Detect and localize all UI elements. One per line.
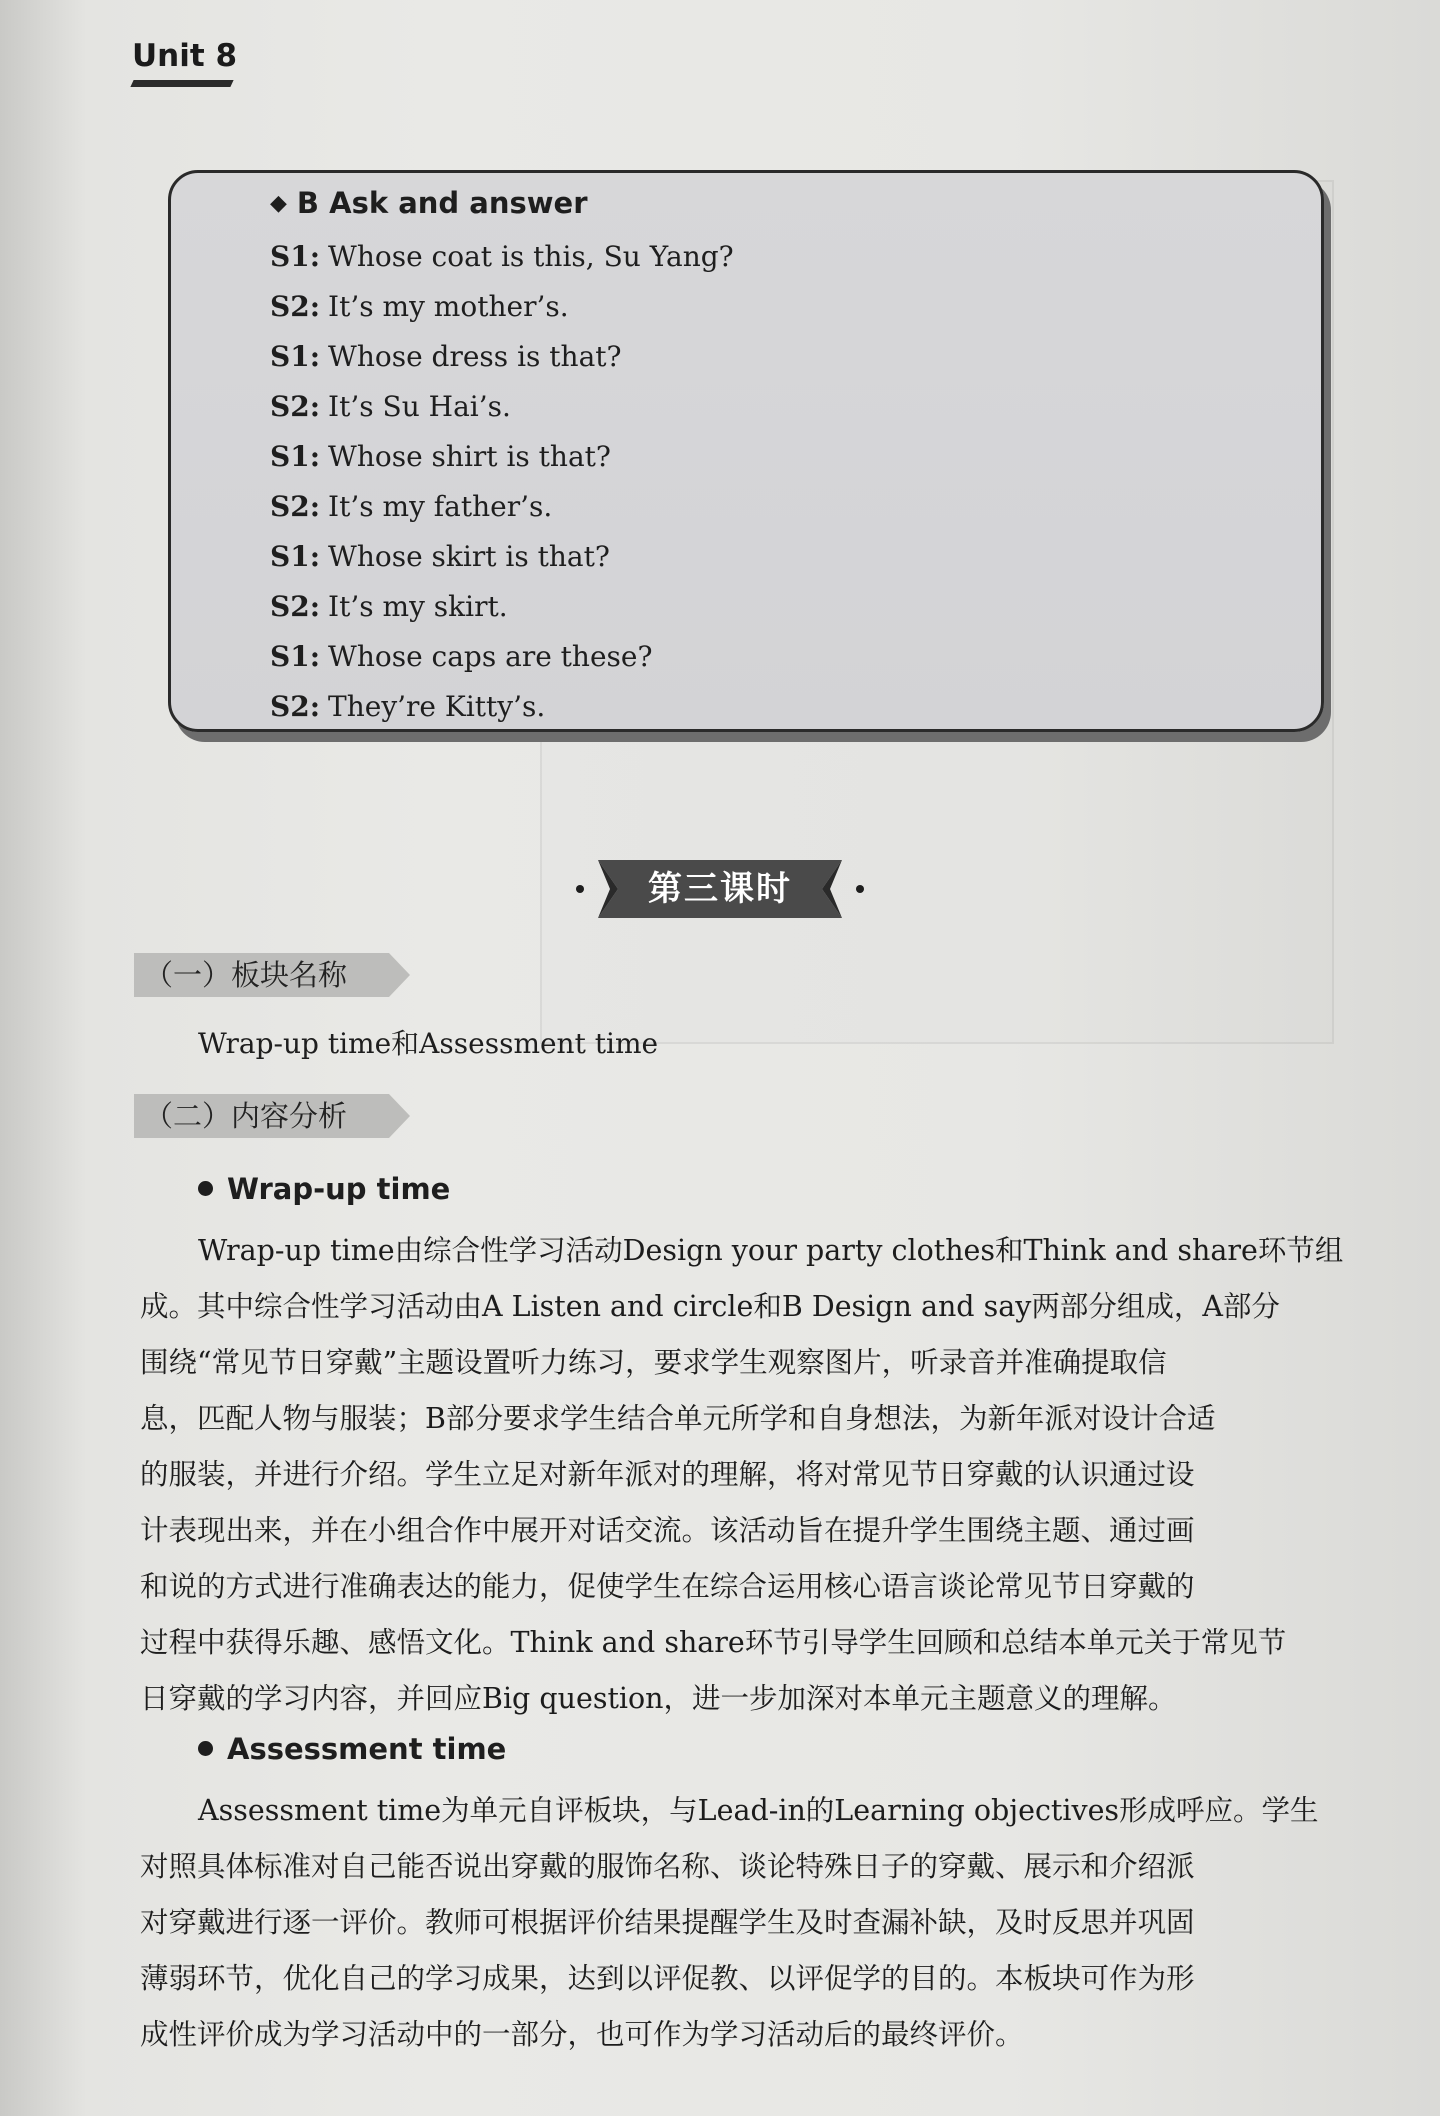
dialogue-line <box>270 282 734 332</box>
paragraph-line: 围绕“常见节日穿戴”主题设置听力练习，要求学生观察图片，听录音并准确提取信 <box>140 1346 1167 1379</box>
speaker-label: S2: <box>270 290 321 323</box>
dialogue-text: It’s my father’s. <box>328 490 553 523</box>
dialogue-text: Whose coat is this, Su Yang? <box>328 240 734 273</box>
paragraph-line: 过程中获得乐趣、感悟文化。Think and share环节引导学生回顾和总结本单元关于常见节 <box>140 1626 1287 1659</box>
speaker-label: S2: <box>270 690 321 723</box>
dialogue-line <box>270 382 734 432</box>
speaker-label: S1: <box>270 540 321 573</box>
dialogue-heading-text: B Ask and answer <box>296 186 588 220</box>
dialogue-line <box>270 332 734 382</box>
speaker-label: S1: <box>270 640 321 673</box>
assessment-heading <box>198 1732 506 1766</box>
lesson-banner <box>570 858 870 920</box>
dialogue-text: Whose skirt is that? <box>328 540 610 573</box>
paragraph-line: Assessment time为单元自评板块，与Lead-in的Learning objectives形成呼应。学生 <box>198 1794 1319 1827</box>
paragraph-line: 计表现出来，并在小组合作中展开对话交流。该活动旨在提升学生围绕主题、通过画 <box>140 1514 1195 1547</box>
paragraph-line: Wrap-up time由综合性学习活动Design your party clothes和Think and share环节组 <box>198 1234 1344 1267</box>
speaker-label: S2: <box>270 590 321 623</box>
assessment-heading-text: Assessment time <box>227 1732 507 1766</box>
paragraph-line: 成。其中综合性学习活动由A Listen and circle和B Design and say两部分组成，A部分 <box>140 1290 1280 1323</box>
dialogue-line <box>270 532 734 582</box>
paragraph-line: 和说的方式进行准确表达的能力，促使学生在综合运用核心语言谈论常见节日穿戴的 <box>140 1570 1195 1603</box>
speaker-label: S2: <box>270 490 321 523</box>
paragraph-line: 对照具体标准对自己能否说出穿戴的服饰名称、谈论特殊日子的穿戴、展示和介绍派 <box>140 1850 1195 1883</box>
dialogue-line <box>270 432 734 482</box>
bullet-dot-icon <box>198 1181 213 1196</box>
dialogue-line <box>270 482 734 532</box>
dialogue-text: It’s Su Hai’s. <box>328 390 511 423</box>
dialogue-text: They’re Kitty’s. <box>328 690 546 723</box>
section-tag-text: （一）板块名称 <box>144 958 348 992</box>
dialogue-line <box>270 582 734 632</box>
speaker-label: S2: <box>270 390 321 423</box>
bullet-dot-icon <box>198 1741 213 1756</box>
dialogue-lines <box>270 232 734 732</box>
unit-title: Unit 8 <box>132 38 238 74</box>
speaker-label: S1: <box>270 340 321 373</box>
section-tag-module-name <box>134 953 414 997</box>
dialogue-line <box>270 632 734 682</box>
section-tag-content-analysis <box>134 1094 414 1138</box>
dialogue-text: It’s my skirt. <box>328 590 508 623</box>
paragraph-line: 息，匹配人物与服装；B部分要求学生结合单元所学和自身想法，为新年派对设计合适 <box>140 1402 1216 1435</box>
dialogue-heading <box>270 186 588 220</box>
paragraph-line: 的服装，并进行介绍。学生立足对新年派对的理解，将对常见节日穿戴的认识通过设 <box>140 1458 1195 1491</box>
paragraph-line: 对穿戴进行逐一评价。教师可根据评价结果提醒学生及时查漏补缺，及时反思并巩固 <box>140 1906 1195 1939</box>
wrap-up-heading <box>198 1172 450 1206</box>
module-names: Wrap-up time和Assessment time <box>198 1027 659 1060</box>
wrap-up-heading-text: Wrap-up time <box>227 1172 451 1206</box>
dialogue-line <box>270 682 734 732</box>
paragraph-line: 薄弱环节，优化自己的学习成果，达到以评促教、以评促学的目的。本板块可作为形 <box>140 1962 1195 1995</box>
speaker-label: S1: <box>270 440 321 473</box>
dialogue-text: Whose caps are these? <box>328 640 653 673</box>
dialogue-text: It’s my mother’s. <box>328 290 569 323</box>
paragraph-line: 日穿戴的学习内容，并回应Big question，进一步加深对本单元主题意义的理解。 <box>140 1682 1177 1715</box>
dialogue-text: Whose dress is that? <box>328 340 622 373</box>
dialogue-text: Whose shirt is that? <box>328 440 611 473</box>
paragraph-line: 成性评价成为学习活动中的一部分，也可作为学习活动后的最终评价。 <box>140 2018 1024 2051</box>
diamond-bullet-icon: ◆ <box>270 191 287 216</box>
section-tag-text: （二）内容分析 <box>144 1099 348 1133</box>
lesson-title: 第三课时 <box>648 869 792 909</box>
unit-title-underline <box>130 80 233 87</box>
dialogue-line <box>270 232 734 282</box>
speaker-label: S1: <box>270 240 321 273</box>
